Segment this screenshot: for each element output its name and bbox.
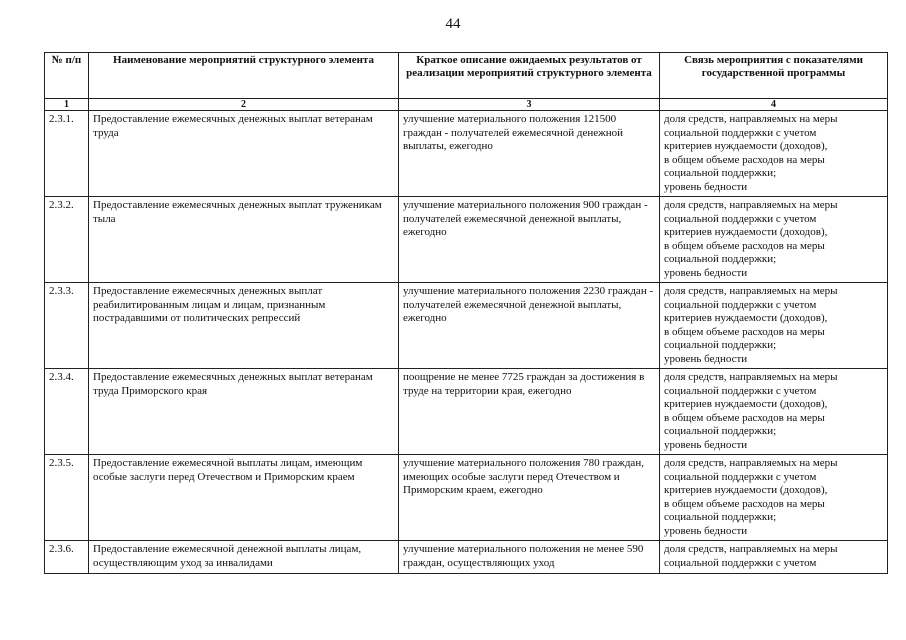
measure-name: Предоставление ежемесячных денежных выплат реабилитированным лицам и лицам, признанным пострадавшими от политических репрессий bbox=[89, 283, 399, 369]
program-link-line: уровень бедности bbox=[664, 266, 748, 279]
expected-result: улучшение материального положения 2230 граждан - получателей ежемесячной денежной выплаты, ежегодно bbox=[399, 283, 660, 369]
program-link-line: уровень бедности bbox=[664, 352, 748, 365]
measure-name: Предоставление ежемесячной выплаты лицам, имеющим особые заслуги перед Отечеством и Приморским краем bbox=[89, 455, 399, 541]
program-link-line: социальной поддержки с учетом bbox=[664, 212, 817, 225]
row-number: 2.3.6. bbox=[45, 541, 89, 574]
program-link-line: в общем объеме расходов на меры bbox=[664, 239, 825, 252]
header-measure-name: Наименование мероприятий структурного элемента bbox=[89, 53, 399, 99]
program-link-line: доля средств, направляемых на меры bbox=[664, 199, 838, 211]
program-link-line: социальной поддержки с учетом bbox=[664, 556, 817, 569]
measure-name: Предоставление ежемесячной денежной выплаты лицам, осуществляющим уход за инвалидами bbox=[89, 541, 399, 574]
program-link-line: социальной поддержки; bbox=[664, 167, 777, 179]
measure-name: Предоставление ежемесячных денежных выплат ветеранам труда Приморского края bbox=[89, 369, 399, 455]
table-row bbox=[45, 111, 888, 197]
program-link bbox=[660, 111, 888, 197]
program-link-line: критериев нуждаемости (доходов), bbox=[664, 484, 828, 496]
row-number: 2.3.1. bbox=[45, 111, 89, 197]
program-link-line: социальной поддержки с учетом bbox=[664, 126, 817, 139]
program-link-line: уровень бедности bbox=[664, 524, 748, 537]
program-link-line: социальной поддержки с учетом bbox=[664, 384, 817, 397]
program-link-line: в общем объеме расходов на меры bbox=[664, 325, 825, 338]
row-number: 2.3.5. bbox=[45, 455, 89, 541]
table-row bbox=[45, 197, 888, 283]
program-link-line: социальной поддержки с учетом bbox=[664, 298, 817, 311]
program-link-line: критериев нуждаемости (доходов), bbox=[664, 140, 828, 152]
program-link-line: критериев нуждаемости (доходов), bbox=[664, 398, 828, 410]
row-number: 2.3.2. bbox=[45, 197, 89, 283]
column-index: 4 bbox=[660, 99, 888, 111]
expected-result: улучшение материального положения 900 граждан - получателей ежемесячной денежной выплаты, ежегодно bbox=[399, 197, 660, 283]
measure-name: Предоставление ежемесячных денежных выплат ветеранам труда bbox=[89, 111, 399, 197]
program-link-line: критериев нуждаемости (доходов), bbox=[664, 226, 828, 238]
program-link-line: уровень бедности bbox=[664, 180, 748, 193]
measures-table bbox=[44, 52, 888, 574]
table-row bbox=[45, 541, 888, 574]
program-link-line: социальной поддержки; bbox=[664, 511, 777, 523]
expected-result: улучшение материального положения не менее 590 граждан, осуществляющих уход bbox=[399, 541, 660, 574]
page-number: 44 bbox=[445, 16, 461, 32]
program-link-line: уровень бедности bbox=[664, 438, 748, 451]
header-number: № п/п bbox=[45, 53, 89, 99]
header-expected-results: Краткое описание ожидаемых результатов от реализации мероприятий структурного элемента bbox=[399, 53, 660, 99]
measure-name: Предоставление ежемесячных денежных выплат труженикам тыла bbox=[89, 197, 399, 283]
program-link-line: в общем объеме расходов на меры bbox=[664, 497, 825, 510]
program-link bbox=[660, 455, 888, 541]
program-link-line: доля средств, направляемых на меры bbox=[664, 457, 838, 469]
expected-result: улучшение материального положения 780 граждан, имеющих особые заслуги перед Отечеством и Приморским краем, ежегодно bbox=[399, 455, 660, 541]
program-link bbox=[660, 197, 888, 283]
column-index-row bbox=[45, 99, 888, 111]
program-link-line: социальной поддержки с учетом bbox=[664, 470, 817, 483]
column-index: 2 bbox=[89, 99, 399, 111]
table-header-row bbox=[45, 53, 888, 99]
column-index: 3 bbox=[399, 99, 660, 111]
program-link bbox=[660, 369, 888, 455]
program-link-line: социальной поддержки; bbox=[664, 339, 777, 351]
program-link bbox=[660, 283, 888, 369]
header-program-link: Связь мероприятия с показателями государственной программы bbox=[660, 53, 888, 99]
program-link-line: доля средств, направляемых на меры bbox=[664, 285, 838, 297]
program-link-line: социальной поддержки; bbox=[664, 253, 777, 265]
program-link bbox=[660, 541, 888, 574]
program-link-line: критериев нуждаемости (доходов), bbox=[664, 312, 828, 324]
expected-result: поощрение не менее 7725 граждан за достижения в труде на территории края, ежегодно bbox=[399, 369, 660, 455]
program-link-line: в общем объеме расходов на меры bbox=[664, 153, 825, 166]
table-row bbox=[45, 455, 888, 541]
program-link-line: в общем объеме расходов на меры bbox=[664, 411, 825, 424]
program-link-line: доля средств, направляемых на меры bbox=[664, 113, 838, 125]
program-link-line: доля средств, направляемых на меры bbox=[664, 543, 838, 555]
row-number: 2.3.4. bbox=[45, 369, 89, 455]
table-row bbox=[45, 283, 888, 369]
expected-result: улучшение материального положения 121500 граждан - получателей ежемесячной денежной выплаты, ежегодно bbox=[399, 111, 660, 197]
program-link-line: социальной поддержки; bbox=[664, 425, 777, 437]
table-row bbox=[45, 369, 888, 455]
column-index: 1 bbox=[45, 99, 89, 111]
row-number: 2.3.3. bbox=[45, 283, 89, 369]
program-link-line: доля средств, направляемых на меры bbox=[664, 371, 838, 383]
